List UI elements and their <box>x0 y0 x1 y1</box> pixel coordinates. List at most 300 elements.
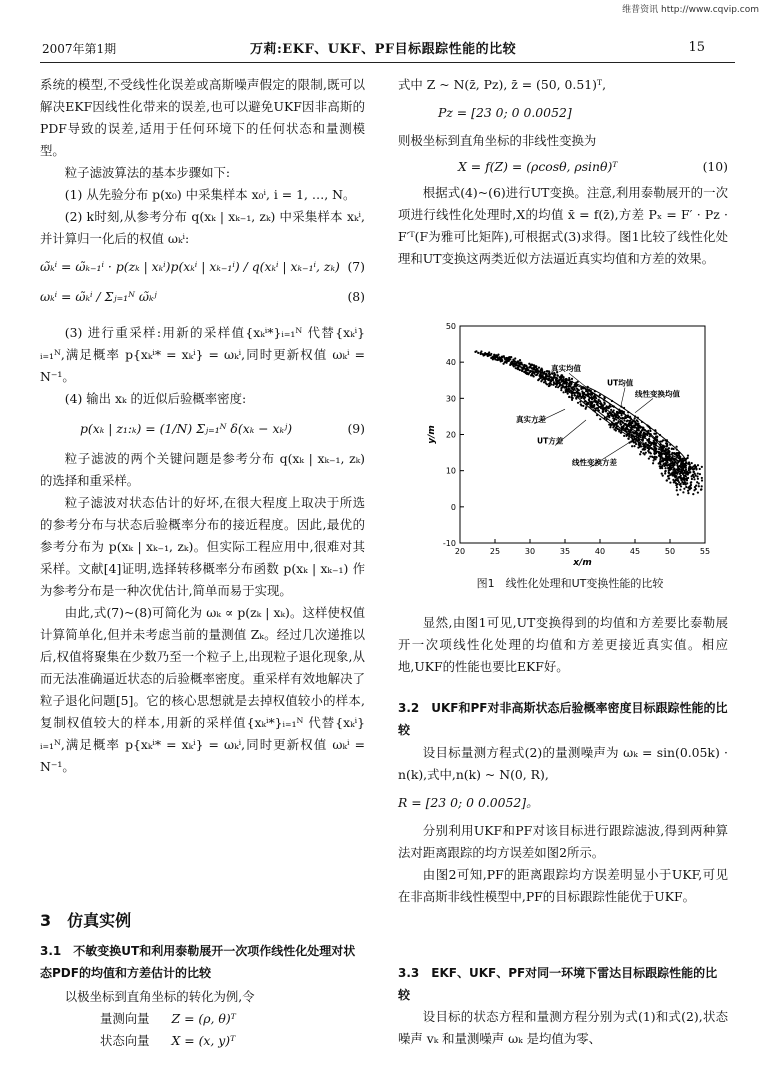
measurement-equation: Z = (ρ, θ)ᵀ <box>171 1011 236 1026</box>
scatter-point <box>477 352 479 354</box>
scatter-point <box>570 383 572 385</box>
scatter-point <box>599 400 601 402</box>
scatter-point <box>675 479 677 481</box>
scatter-point <box>535 374 537 376</box>
scatter-point <box>555 379 557 381</box>
scatter-point <box>671 452 673 454</box>
scatter-point <box>682 467 684 469</box>
scatter-point <box>695 488 697 490</box>
subsection-heading: 3.1 不敏变换UT和利用泰勒展开一次项作线性化处理对状态PDF的均值和方差估计的比较 <box>40 944 356 980</box>
x-tick-label: 25 <box>489 547 501 556</box>
scatter-point <box>682 491 684 493</box>
scatter-point <box>680 464 682 466</box>
scatter-point <box>664 472 666 474</box>
scatter-point <box>648 442 650 444</box>
scatter-point <box>682 469 684 471</box>
scatter-point <box>659 453 661 455</box>
y-tick-label: 10 <box>445 466 456 476</box>
scatter-point <box>640 451 642 453</box>
scatter-point <box>527 368 529 370</box>
scatter-point <box>553 383 555 385</box>
scatter-point <box>636 428 638 430</box>
scatter-point <box>639 436 641 438</box>
scatter-point <box>536 369 538 371</box>
right-column <box>398 74 728 270</box>
scatter-point <box>691 462 693 464</box>
scatter-point <box>527 372 529 374</box>
annotation-leader <box>555 420 586 446</box>
scatter-point <box>694 486 696 488</box>
scatter-point <box>541 371 543 373</box>
scatter-point <box>681 481 683 483</box>
scatter-point <box>662 475 664 477</box>
scatter-point <box>625 427 627 429</box>
scatter-point <box>701 485 703 487</box>
paragraph: 则极坐标到直角坐标的非线性变换为 <box>398 133 597 148</box>
scatter-point <box>672 464 674 466</box>
equation-number: (10) <box>702 159 728 174</box>
algorithm-step: (4) 输出 xₖ 的近似后验概率密度: <box>64 391 247 406</box>
scatter-point <box>688 461 690 463</box>
scatter-point <box>508 356 510 358</box>
scatter-point <box>523 366 525 368</box>
scatter-point <box>686 471 688 473</box>
scatter-point <box>599 418 601 420</box>
scatter-point <box>502 363 504 365</box>
scatter-point <box>517 360 519 362</box>
scatter-point <box>685 486 687 488</box>
scatter-point <box>670 468 672 470</box>
scatter-point <box>546 376 548 378</box>
scatter-point <box>543 381 545 383</box>
page-number: 15 <box>688 40 705 55</box>
scatter-point <box>631 445 633 447</box>
running-title: 万莉:EKF、UKF、PF目标跟踪性能的比较 <box>250 42 517 57</box>
y-axis-label: y/m <box>427 425 437 444</box>
scatter-point <box>661 473 663 475</box>
scatter-point <box>701 479 703 481</box>
scatter-point <box>608 406 610 408</box>
scatter-point <box>642 448 644 450</box>
paragraph: 由图2可知,PF的距离跟踪均方误差明显小于UKF,可见在非高斯非线性模型中,PF的目标跟踪性能优于UKF。 <box>398 867 728 904</box>
scatter-point <box>680 485 682 487</box>
scatter-point <box>687 492 689 494</box>
paragraph: 粒子滤波的两个关键问题是参考分布 q(xₖ | xₖ₋₁, zₖ) 的选择和重采样。 <box>40 451 365 488</box>
scatter-point <box>515 367 517 369</box>
y-tick-label: 0 <box>450 502 456 512</box>
scatter-point <box>689 464 691 466</box>
scatter-point <box>606 415 608 417</box>
scatter-point <box>533 364 535 366</box>
scatter-point <box>483 354 485 356</box>
scatter-point <box>617 414 619 416</box>
scatter-point <box>673 459 675 461</box>
scatter-point <box>519 363 521 365</box>
scatter-point <box>540 380 542 382</box>
scatter-point <box>666 479 668 481</box>
scatter-point <box>697 491 699 493</box>
scatter-point <box>676 489 678 491</box>
scatter-point <box>571 386 573 388</box>
scatter-point <box>664 462 666 464</box>
scatter-point <box>616 412 618 414</box>
scatter-point <box>525 365 527 367</box>
scatter-point <box>562 377 564 379</box>
equation-body: ωₖⁱ = ω̃ₖⁱ / Σⱼ₌₁ᴺ ω̃ₖʲ <box>40 289 157 304</box>
scatter-point <box>680 483 682 485</box>
scatter-point <box>689 466 691 468</box>
scatter-point <box>620 414 622 416</box>
equation-10 <box>458 156 728 178</box>
scatter-point <box>593 405 595 407</box>
scatter-point <box>568 396 570 398</box>
equation-8 <box>40 286 365 308</box>
subsection-heading: 3.3 EKF、UKF、PF对同一环境下雷达目标跟踪性能的比较 <box>398 966 718 1002</box>
scatter-point <box>565 390 567 392</box>
scatter-point <box>617 421 619 423</box>
scatter-point <box>693 478 695 480</box>
scatter-point <box>571 378 573 380</box>
scatter-point <box>627 438 629 440</box>
scatter-point <box>545 382 547 384</box>
scatter-point <box>558 385 560 387</box>
left-column-tail <box>40 986 365 1052</box>
scatter-point <box>560 380 562 382</box>
scatter-point <box>652 462 654 464</box>
scatter-point <box>644 448 646 450</box>
scatter-point <box>667 458 669 460</box>
measurement-label: 量测向量 <box>100 1011 150 1026</box>
scatter-point <box>525 370 527 372</box>
equation-body: X = f(Z) = (ρcosθ, ρsinθ)ᵀ <box>458 159 618 174</box>
scatter-point <box>677 480 679 482</box>
paragraph: 式中 Z ~ N(z̄, Pz), z̄ = (50, 0.51)ᵀ, <box>398 77 607 92</box>
equation-body: p(xₖ | z₁:ₖ) = (1/N) Σⱼ₌₁ᴺ δ(xₖ − xₖʲ) <box>80 421 293 436</box>
x-tick-label: 35 <box>559 547 571 556</box>
scatter-point <box>653 433 655 435</box>
scatter-point <box>683 488 685 490</box>
equation-number: (9) <box>347 421 365 436</box>
scatter-point <box>682 465 684 467</box>
scatter-point <box>642 440 644 442</box>
scatter-point <box>671 448 673 450</box>
scatter-point <box>557 375 559 377</box>
scatter-point <box>695 468 697 470</box>
scatter-point <box>677 461 679 463</box>
scatter-point <box>678 481 680 483</box>
y-tick-label: -10 <box>442 539 456 548</box>
scatter-point <box>682 473 684 475</box>
scatter-point <box>660 456 662 458</box>
scatter-point <box>480 352 482 354</box>
scatter-point <box>668 468 670 470</box>
scatter-point <box>591 402 593 404</box>
scatter-point <box>500 357 502 359</box>
scatter-point <box>571 395 573 397</box>
scatter-point <box>649 430 651 432</box>
scatter-point <box>582 394 584 396</box>
scatter-point <box>632 431 634 433</box>
x-tick-label: 40 <box>594 547 606 556</box>
scatter-point <box>605 410 607 412</box>
right-column-lower-3 <box>398 1006 728 1050</box>
scatter-point <box>692 468 694 470</box>
scatter-point <box>496 354 498 356</box>
scatter-point <box>635 443 637 445</box>
scatter-point <box>560 376 562 378</box>
scatter-point <box>684 481 686 483</box>
scatter-point <box>593 400 595 402</box>
scatter-point <box>577 402 579 404</box>
scatter-points <box>474 350 703 495</box>
x-axis-label: x/m <box>573 558 592 568</box>
covariance-matrix: Pz = [23 0; 0 0.0052] <box>438 105 572 120</box>
chart-annotation: UT均值 <box>607 378 634 388</box>
scatter-point <box>533 375 535 377</box>
section-heading: 3 仿真实例 <box>40 911 132 930</box>
left-column <box>40 74 365 778</box>
scatter-point <box>659 460 661 462</box>
scatter-point <box>517 366 519 368</box>
scatter-point <box>608 416 610 418</box>
state-equation: X = (x, y)ᵀ <box>171 1033 236 1048</box>
scatter-point <box>653 458 655 460</box>
chart-annotation: 真实均值 <box>551 364 581 374</box>
scatter-point <box>682 477 684 479</box>
subsection-heading: 3.2 UKF和PF对非高斯状态后验概率密度目标跟踪性能的比较 <box>398 701 728 737</box>
y-tick-label: 20 <box>445 430 456 440</box>
x-tick-label: 45 <box>629 547 641 556</box>
scatter-point <box>551 376 553 378</box>
scatter-point <box>648 457 650 459</box>
scatter-point <box>666 444 668 446</box>
scatter-point <box>567 393 569 395</box>
scatter-point <box>548 373 550 375</box>
plot-frame <box>460 326 705 543</box>
scatter-point <box>653 452 655 454</box>
algorithm-step: (3) 进行重采样:用新的采样值{xₖⁱ*}ᵢ₌₁ᴺ 代替{xₖⁱ}ᵢ₌₁ᴺ,满足概率 p{xₖⁱ* = xₖⁱ} = ωₖⁱ,同时更新权值 ωₖⁱ = N⁻¹。 <box>40 325 365 384</box>
annotation-leader <box>621 388 625 406</box>
scatter-point <box>522 368 524 370</box>
scatter-point <box>539 374 541 376</box>
scatter-point <box>585 406 587 408</box>
paragraph: 分别利用UKF和PF对该目标进行跟踪滤波,得到两种算法对距离跟踪的均方误差如图2所示。 <box>398 823 728 860</box>
scatter-point <box>554 374 556 376</box>
paragraph: 粒子滤波算法的基本步骤如下: <box>64 165 231 180</box>
scatter-point <box>690 481 692 483</box>
equation-9 <box>80 418 365 440</box>
chart-annotation: UT方差 <box>537 436 564 446</box>
scatter-point <box>613 428 615 430</box>
state-label: 状态向量 <box>100 1033 150 1048</box>
scatter-point <box>700 488 702 490</box>
scatter-point <box>533 371 535 373</box>
scatter-point <box>512 359 514 361</box>
scatter-point <box>689 471 691 473</box>
scatter-point <box>560 389 562 391</box>
scatter-point <box>690 487 692 489</box>
x-tick-label: 55 <box>699 547 711 556</box>
scatter-point <box>670 458 672 460</box>
scatter-point <box>629 431 631 433</box>
x-tick-label: 30 <box>524 547 536 556</box>
scatter-point <box>692 493 694 495</box>
equation-7 <box>40 256 365 278</box>
scatter-point <box>568 391 570 393</box>
scatter-point <box>698 485 700 487</box>
scatter-point <box>674 469 676 471</box>
scatter-point <box>583 392 585 394</box>
scatter-point <box>674 476 676 478</box>
scatter-point <box>685 462 687 464</box>
scatter-point <box>492 355 494 357</box>
scatter-point <box>676 486 678 488</box>
scatter-point <box>665 442 667 444</box>
scatter-point <box>542 376 544 378</box>
chart-annotation: 线性变换方差 <box>572 458 617 468</box>
scatter-point <box>640 431 642 433</box>
scatter-point <box>500 360 502 362</box>
noise-covariance-matrix: R = [23 0; 0 0.0052]。 <box>398 795 539 810</box>
scatter-point <box>577 388 579 390</box>
scatter-point <box>679 456 681 458</box>
scatter-point <box>565 378 567 380</box>
scatter-point <box>643 453 645 455</box>
scatter-point <box>676 446 678 448</box>
y-tick-label: 40 <box>445 358 456 368</box>
scatter-point <box>669 474 671 476</box>
scatter-point <box>636 434 638 436</box>
scatter-point <box>623 425 625 427</box>
scatter-point <box>699 473 701 475</box>
scatter-point <box>664 467 666 469</box>
scatter-point <box>691 478 693 480</box>
scatter-point <box>694 475 696 477</box>
paragraph: 粒子滤波对状态估计的好坏,在很大程度上取决于所选的参考分布与状态后验概率分布的接近程度。因此,最优的参考分布为 p(xₖ | xₖ₋₁, zₖ)。但实际工程应用中,很难对其采样。文献[4]证明,选择转移概率分布函数 p(xₖ | xₖ₋₁) 作为参考分布是一种次优估计,简单而易于实现。 <box>40 495 365 598</box>
scatter-point <box>684 472 686 474</box>
scatter-point <box>686 479 688 481</box>
scatter-point <box>623 419 625 421</box>
figure-1-scatter-plot <box>420 318 720 578</box>
scatter-point <box>549 384 551 386</box>
right-column-lower-2 <box>398 742 728 908</box>
scatter-point <box>615 418 617 420</box>
scatter-point <box>612 411 614 413</box>
scatter-point <box>547 370 549 372</box>
scatter-point <box>697 472 699 474</box>
scatter-point <box>534 369 536 371</box>
annotation-leader <box>635 399 653 413</box>
scatter-point <box>676 473 678 475</box>
scatter-point <box>508 359 510 361</box>
scatter-point <box>480 350 482 352</box>
scatter-point <box>668 477 670 479</box>
scatter-point <box>633 424 635 426</box>
scatter-point <box>556 384 558 386</box>
watermark: 维普资讯 http://www.cqvip.com <box>622 5 759 15</box>
scatter-point <box>691 466 693 468</box>
measurement-vector <box>40 1008 365 1030</box>
scatter-point <box>685 475 687 477</box>
scatter-point <box>656 436 658 438</box>
right-column-lower <box>398 612 728 678</box>
scatter-point <box>655 456 657 458</box>
scatter-point <box>697 464 699 466</box>
paragraph: 系统的模型,不受线性化误差或高斯噪声假定的限制,既可以解决EKF因线性化带来的误差,也可以避免UKF因非高斯的PDF导致的误差,适用于任何环境下的任何状态和量测模型。 <box>40 77 365 158</box>
y-tick-label: 30 <box>445 394 456 404</box>
scatter-point <box>640 445 642 447</box>
scatter-point <box>620 417 622 419</box>
scatter-point <box>668 472 670 474</box>
header-rule <box>40 62 735 63</box>
scatter-point <box>506 359 508 361</box>
scatter-point <box>669 481 671 483</box>
scatter-point <box>609 406 611 408</box>
scatter-point <box>542 374 544 376</box>
scatter-point <box>558 380 560 382</box>
scatter-point <box>663 458 665 460</box>
scatter-point <box>621 426 623 428</box>
paragraph: 显然,由图1可见,UT变换得到的均值和方差要比泰勒展开一次项线性化处理的均值和方差更接近真实值。相应地,UKF的性能也要比EKF好。 <box>398 615 728 674</box>
scatter-point <box>475 350 477 352</box>
scatter-point <box>639 453 641 455</box>
scatter-point <box>687 473 689 475</box>
paragraph: 根据式(4)~(6)进行UT变换。注意,利用泰勒展开的一次项进行线性化处理时,X的均值 x̄ = f(z̄),方差 Pₓ = F′ · Pz · F′ᵀ(F为雅可比矩阵),可根据式(3)求得。图1比较了线性化处理和UT变换这两类近似方法逼近真实均值和方差的效果。 <box>398 185 728 266</box>
scatter-point <box>607 412 609 414</box>
scatter-point <box>698 482 700 484</box>
scatter-point <box>675 453 677 455</box>
scatter-point <box>529 370 531 372</box>
scatter-point <box>582 405 584 407</box>
x-tick-label: 20 <box>454 547 466 556</box>
paragraph: 由此,式(7)~(8)可简化为 ωₖ ∝ p(zₖ | xₖ)。这样使权值计算简单化,但并未考虑当前的量测值 Zₖ。经过几次递推以后,权值将聚集在少数乃至一个粒子上,出现粒子退化现象,从而无法准确逼近状态的后验概率密度。重采样有效地解决了粒子退化问题[5]。它的核心思想就是去掉权值较小的样本,复制权值较大的样本,用新的采样值{xₖⁱ*}ᵢ₌₁ᴺ 代替{xₖⁱ}ᵢ₌₁ᴺ,满足概率 p{xₖⁱ* = xₖⁱ} = ωₖⁱ,同时更新权值 ωₖⁱ = N⁻¹。 <box>40 605 365 774</box>
algorithm-step: (1) 从先验分布 p(x₀) 中采集样本 x₀ⁱ, i = 1, …, N。 <box>64 187 356 202</box>
scatter-point <box>602 411 604 413</box>
scatter-point <box>636 419 638 421</box>
scatter-point <box>659 465 661 467</box>
scatter-point <box>562 385 564 387</box>
state-vector <box>40 1030 365 1052</box>
scatter-point <box>675 471 677 473</box>
scatter-point <box>510 362 512 364</box>
scatter-point <box>487 353 489 355</box>
scatter-point <box>669 463 671 465</box>
scatter-point <box>580 404 582 406</box>
scatter-point <box>626 420 628 422</box>
scatter-point <box>685 483 687 485</box>
scatter-point <box>620 423 622 425</box>
scatter-point <box>692 471 694 473</box>
scatter-point <box>496 359 498 361</box>
scatter-point <box>687 455 689 457</box>
scatter-point <box>568 384 570 386</box>
scatter-point <box>650 452 652 454</box>
scatter-point <box>514 362 516 364</box>
scatter-point <box>701 477 703 479</box>
scatter-point <box>528 366 530 368</box>
scatter-point <box>633 445 635 447</box>
scatter-point <box>679 489 681 491</box>
paragraph: 以极坐标到直角坐标的转化为例,令 <box>64 989 255 1004</box>
scatter-point <box>685 464 687 466</box>
chart-annotation: 真实方差 <box>516 414 546 424</box>
equation-number: (7) <box>347 259 365 274</box>
scatter-point <box>630 422 632 424</box>
paragraph: 设目标的状态方程和量测方程分别为式(1)和式(2),状态噪声 vₖ 和量测噪声 ωₖ 是均值为零、 <box>398 1009 728 1046</box>
scatter-point <box>490 357 492 359</box>
scatter-point <box>677 466 679 468</box>
algorithm-step: (2) k时刻,从参考分布 q(xₖ | xₖ₋₁, zₖ) 中采集样本 xₖⁱ,并计算归一化后的权值 ωₖⁱ: <box>40 209 365 246</box>
